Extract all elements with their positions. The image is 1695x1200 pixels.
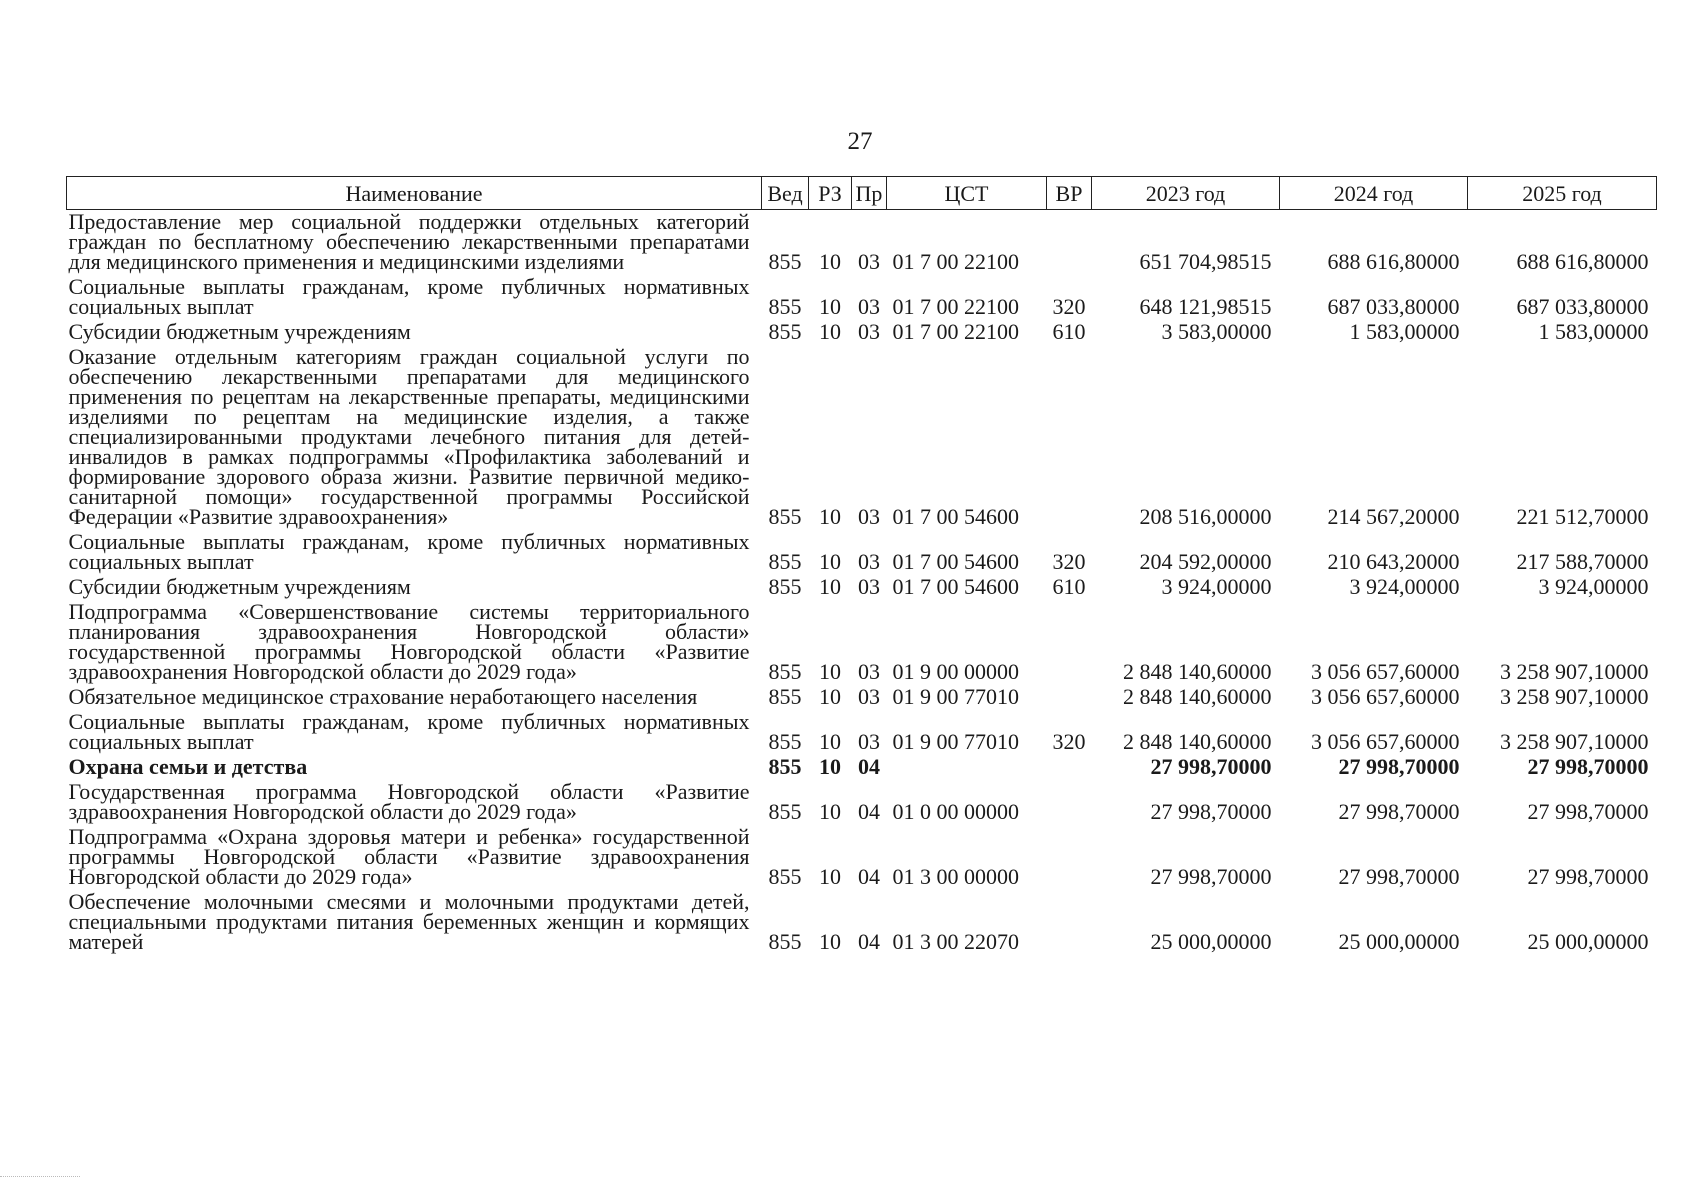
row-rz: 10: [819, 729, 841, 754]
row-amount-2024: 27 998,70000: [1338, 754, 1460, 779]
row-rz: 10: [819, 504, 841, 529]
row-cst: 01 9 00 77010: [892, 684, 1019, 709]
row-rz: 10: [819, 659, 841, 684]
row-amount-2025: 25 000,00000: [1527, 929, 1649, 954]
row-amount-2023: 3 583,00000: [1161, 319, 1272, 344]
row-ved: 855: [768, 504, 802, 529]
row-name: Обеспечение молочными смесями и молочными продуктами детей, специальными продуктами питания беременных женщин и кормящих матерей: [68, 889, 750, 954]
row-vr: [1047, 345, 1092, 530]
row-cst: 01 7 00 54600: [892, 504, 1019, 529]
row-cst: [887, 755, 1047, 780]
row-rz: 10: [819, 574, 841, 599]
row-ved: 855: [768, 929, 802, 954]
row-amount-2024: 210 643,20000: [1327, 549, 1460, 574]
row-amount-2023: 27 998,70000: [1150, 864, 1272, 889]
table-row: [67, 345, 1657, 530]
row-vr: [1047, 600, 1092, 685]
row-amount-2025: 3 258 907,10000: [1500, 729, 1649, 754]
header-2025: 2025 год: [1468, 177, 1657, 210]
table-body: [67, 210, 1657, 956]
row-rz: 10: [819, 684, 841, 709]
row-name: Охрана семьи и детства: [68, 754, 308, 779]
row-rz: 10: [819, 754, 841, 779]
row-ved: 855: [768, 249, 802, 274]
row-name: Социальные выплаты гражданам, кроме публичных нормативных социальных выплат: [68, 529, 750, 574]
row-pr: 03: [858, 574, 880, 599]
row-pr: 03: [858, 659, 880, 684]
table-row: [67, 530, 1657, 575]
row-cst: 01 7 00 22100: [892, 294, 1019, 319]
row-amount-2023: 27 998,70000: [1150, 754, 1272, 779]
row-name: Подпрограмма «Совершенствование системы территориального планирования здравоохранения Новгородской области» государственной программы Новгородской области «Развитие здравоохранения Новгородской области до 2029 года»: [68, 599, 750, 684]
table-row: [67, 600, 1657, 685]
row-vr: 320: [1052, 549, 1086, 574]
row-amount-2024: 3 056 657,60000: [1311, 684, 1460, 709]
row-ved: 855: [768, 684, 802, 709]
row-vr: 610: [1052, 319, 1086, 344]
row-amount-2024: 27 998,70000: [1338, 864, 1460, 889]
row-vr: 320: [1052, 294, 1086, 319]
header-row: [67, 177, 1657, 210]
scan-artifact: [0, 1176, 80, 1180]
row-name: Субсидии бюджетным учреждениям: [68, 574, 411, 599]
row-cst: 01 9 00 00000: [892, 659, 1019, 684]
table-row: [67, 890, 1657, 955]
table-header: [67, 177, 1657, 210]
row-cst: 01 7 00 54600: [892, 549, 1019, 574]
row-amount-2024: 214 567,20000: [1327, 504, 1460, 529]
row-name: Подпрограмма «Охрана здоровья матери и ребенка» государственной программы Новгородской области «Развитие здравоохранения Новгородской области до 2029 года»: [68, 824, 750, 889]
row-name: Субсидии бюджетным учреждениям: [68, 319, 411, 344]
row-vr: [1047, 890, 1092, 955]
row-name: Социальные выплаты гражданам, кроме публичных нормативных социальных выплат: [68, 709, 750, 754]
row-amount-2024: 3 056 657,60000: [1311, 659, 1460, 684]
row-name: Обязательное медицинское страхование неработающего населения: [68, 684, 698, 709]
row-amount-2025: 221 512,70000: [1516, 504, 1649, 529]
row-rz: 10: [819, 249, 841, 274]
row-vr: [1047, 685, 1092, 710]
row-pr: 04: [858, 929, 880, 954]
row-amount-2025: 3 924,00000: [1538, 574, 1649, 599]
header-cst: ЦСТ: [887, 177, 1047, 210]
row-vr: 320: [1052, 729, 1086, 754]
row-amount-2023: 2 848 140,60000: [1123, 729, 1272, 754]
page-number: 27: [847, 128, 873, 155]
row-ved: 855: [768, 729, 802, 754]
row-amount-2023: 648 121,98515: [1139, 294, 1272, 319]
row-ved: 855: [768, 294, 802, 319]
header-2024: 2024 год: [1280, 177, 1468, 210]
row-cst: 01 9 00 77010: [892, 729, 1019, 754]
row-amount-2024: 27 998,70000: [1338, 799, 1460, 824]
row-rz: 10: [819, 549, 841, 574]
row-vr: [1047, 825, 1092, 890]
row-vr: [1047, 780, 1092, 825]
budget-table: [66, 176, 1657, 955]
row-amount-2024: 688 616,80000: [1327, 249, 1460, 274]
row-amount-2023: 25 000,00000: [1150, 929, 1272, 954]
row-vr: [1047, 755, 1092, 780]
row-vr: [1047, 210, 1092, 276]
row-rz: 10: [819, 799, 841, 824]
row-cst: 01 3 00 00000: [892, 864, 1019, 889]
row-amount-2025: 688 616,80000: [1516, 249, 1649, 274]
row-name: Оказание отдельным категориям граждан социальной услуги по обеспечению лекарственными препаратами для медицинского применения по рецептам на лекарственные препараты, медицинскими изделиями по рецептам на медицинские изделия, а также специализированными продуктами лечебного питания для детей-инвалидов в рамках подпрограммы «Профилактика заболеваний и формирование здорового образа жизни. Развитие первичной медико-санитарной помощи» государственной программы Российской Федерации «Развитие здравоохранения»: [68, 344, 750, 529]
header-2023: 2023 год: [1092, 177, 1280, 210]
row-pr: 03: [858, 729, 880, 754]
row-amount-2024: 1 583,00000: [1349, 319, 1460, 344]
row-pr: 03: [858, 504, 880, 529]
row-pr: 03: [858, 684, 880, 709]
row-cst: 01 7 00 54600: [892, 574, 1019, 599]
table-row: [67, 210, 1657, 276]
row-amount-2024: 687 033,80000: [1327, 294, 1460, 319]
row-amount-2023: 2 848 140,60000: [1123, 684, 1272, 709]
row-pr: 03: [858, 294, 880, 319]
row-ved: 855: [768, 754, 802, 779]
row-amount-2025: 3 258 907,10000: [1500, 684, 1649, 709]
row-amount-2023: 2 848 140,60000: [1123, 659, 1272, 684]
row-amount-2024: 3 056 657,60000: [1311, 729, 1460, 754]
row-amount-2025: 217 588,70000: [1516, 549, 1649, 574]
row-amount-2023: 3 924,00000: [1161, 574, 1272, 599]
row-amount-2025: 27 998,70000: [1527, 754, 1649, 779]
header-vr: ВР: [1047, 177, 1092, 210]
header-name: Наименование: [67, 177, 762, 210]
section-row: [67, 755, 1657, 780]
row-cst: 01 7 00 22100: [892, 319, 1019, 344]
table-row: [67, 685, 1657, 710]
table-row: [67, 275, 1657, 320]
row-amount-2024: 25 000,00000: [1338, 929, 1460, 954]
row-amount-2025: 27 998,70000: [1527, 864, 1649, 889]
row-name: Предоставление мер социальной поддержки отдельных категорий граждан по бесплатному обеспечению лекарственными препаратами для медицинского применения и медицинскими изделиями: [68, 209, 750, 274]
table-row: [67, 575, 1657, 600]
header-ved: Вед: [762, 177, 809, 210]
row-ved: 855: [768, 549, 802, 574]
row-ved: 855: [768, 799, 802, 824]
row-amount-2025: 3 258 907,10000: [1500, 659, 1649, 684]
table-row: [67, 780, 1657, 825]
row-ved: 855: [768, 864, 802, 889]
row-pr: 04: [858, 754, 880, 779]
row-amount-2023: 204 592,00000: [1139, 549, 1272, 574]
row-amount-2025: 27 998,70000: [1527, 799, 1649, 824]
table-row: [67, 825, 1657, 890]
row-rz: 10: [819, 319, 841, 344]
row-amount-2023: 651 704,98515: [1139, 249, 1272, 274]
row-pr: 03: [858, 549, 880, 574]
row-amount-2024: 3 924,00000: [1349, 574, 1460, 599]
row-amount-2023: 208 516,00000: [1139, 504, 1272, 529]
row-ved: 855: [768, 574, 802, 599]
row-pr: 04: [858, 799, 880, 824]
row-pr: 03: [858, 319, 880, 344]
row-ved: 855: [768, 659, 802, 684]
row-amount-2023: 27 998,70000: [1150, 799, 1272, 824]
row-rz: 10: [819, 864, 841, 889]
row-name: Государственная программа Новгородской области «Развитие здравоохранения Новгородской области до 2029 года»: [68, 779, 750, 824]
row-vr: 610: [1052, 574, 1086, 599]
row-amount-2025: 1 583,00000: [1538, 319, 1649, 344]
row-cst: 01 3 00 22070: [892, 929, 1019, 954]
row-pr: 03: [858, 249, 880, 274]
row-pr: 04: [858, 864, 880, 889]
header-rz: РЗ: [809, 177, 852, 210]
row-amount-2025: 687 033,80000: [1516, 294, 1649, 319]
row-cst: 01 0 00 00000: [892, 799, 1019, 824]
row-cst: 01 7 00 22100: [892, 249, 1019, 274]
row-rz: 10: [819, 929, 841, 954]
row-ved: 855: [768, 319, 802, 344]
table-row: [67, 710, 1657, 755]
table-row: [67, 320, 1657, 345]
row-rz: 10: [819, 294, 841, 319]
header-pr: Пр: [852, 177, 887, 210]
row-name: Социальные выплаты гражданам, кроме публичных нормативных социальных выплат: [68, 274, 750, 319]
